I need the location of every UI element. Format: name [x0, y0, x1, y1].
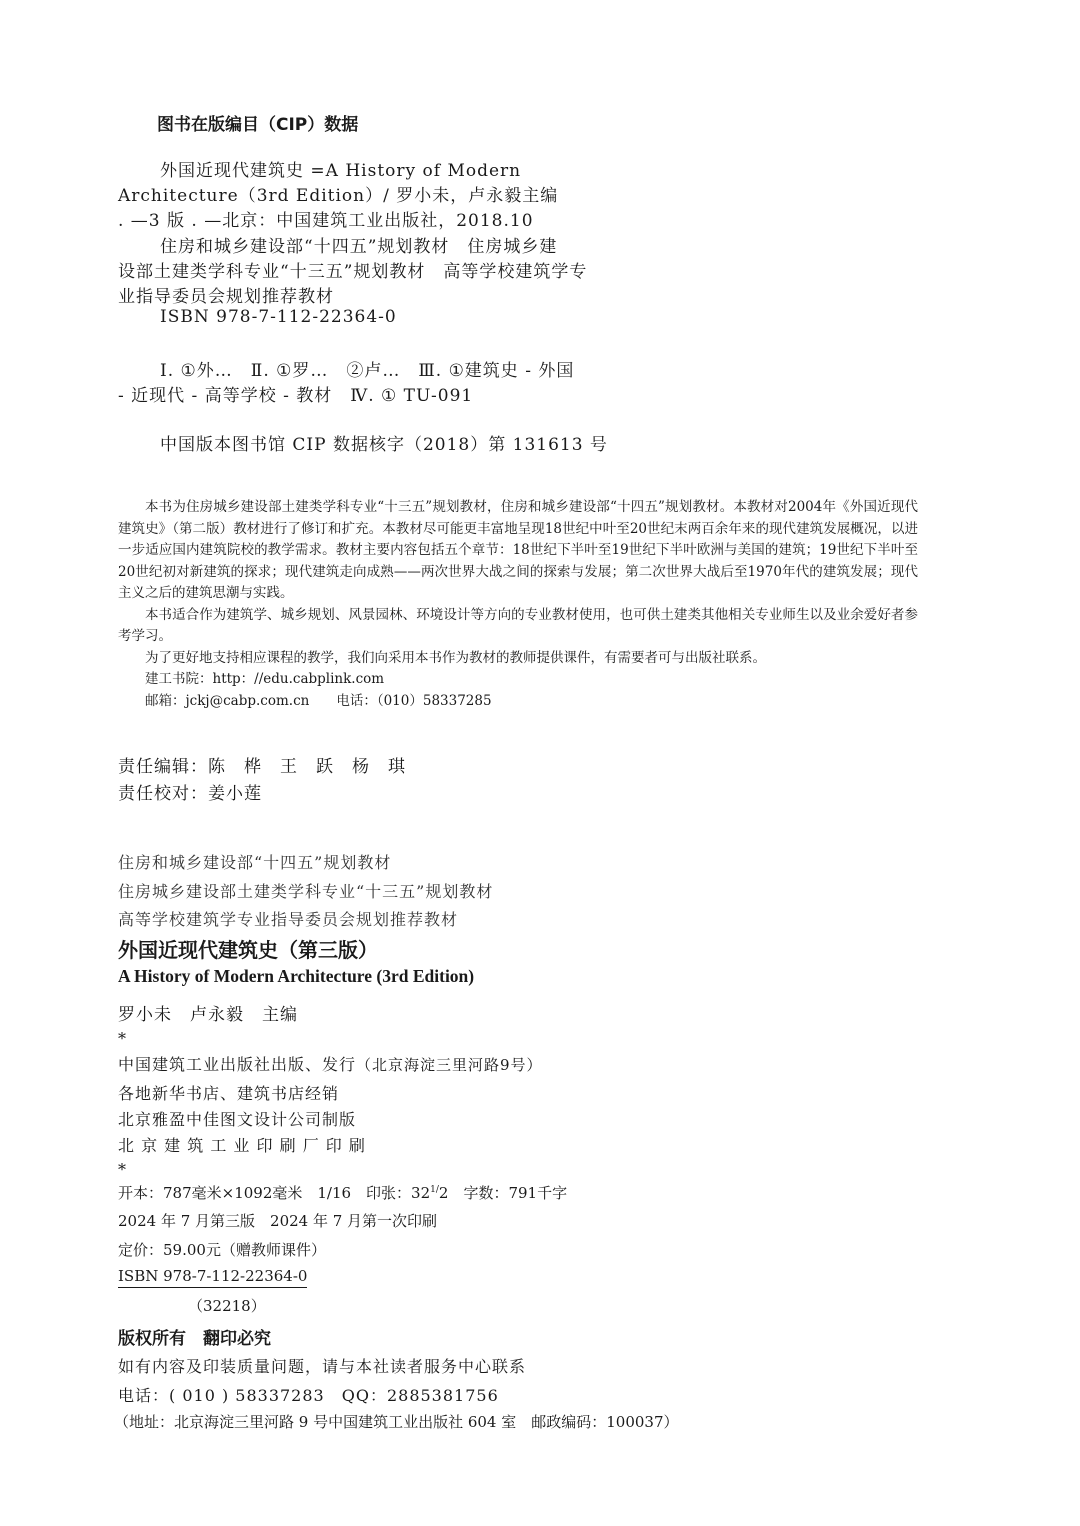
cip-line: Architecture（3rd Edition）/ 罗小未，卢永毅主编	[118, 186, 559, 206]
description-paragraph: 为了更好地支持相应课程的教学，我们向采用本书作为教材的教师提供课件，有需要者可与出版社联系。	[145, 649, 766, 666]
publisher-line	[118, 1052, 543, 1075]
edition-line: 2024 年 7 月第三版 2024 年 7 月第一次印刷	[118, 1212, 438, 1230]
service-phone: 电话：( 010 ) 58337283 QQ：2885381756	[118, 1386, 499, 1405]
cip-line: 业指导委员会规划推荐教材	[118, 287, 334, 307]
book-title-en: A History of Modern Architecture (3rd Edition)	[118, 966, 475, 986]
publisher-address: （北京海淀三里河路9号）	[356, 1056, 543, 1074]
series-line: 高等学校建筑学专业指导委员会规划推荐教材	[118, 910, 459, 929]
description-block	[118, 497, 918, 712]
imprint-isbn: ISBN 978-7-112-22364-0	[118, 1267, 307, 1288]
separator-star: *	[118, 1029, 127, 1048]
cip-isbn: ISBN 978-7-112-22364-0	[160, 307, 397, 327]
publisher: 中国建筑工业出版社出版、发行	[118, 1055, 357, 1074]
book-title-cn: 外国近现代建筑史（第三版）	[118, 938, 378, 962]
website-line: 建工书院：http：//edu.cabplink.com	[145, 671, 385, 687]
description-paragraph: 本书适合作为建筑学、城乡规划、风景园林、环境设计等方向的专业教材使用，也可供土建类其他相关专业师生以及业余爱好者参考学习。	[118, 606, 918, 644]
service-address: （地址：北京海淀三里河路 9 号中国建筑工业出版社 604 室 邮政编码：100037）	[114, 1413, 679, 1431]
printer: 北 京 建 筑 工 业 印 刷 厂 印 刷	[118, 1136, 366, 1155]
cip-line: 外国近现代建筑史 =A History of Modern	[160, 161, 522, 181]
distributor: 各地新华书店、建筑书店经销	[118, 1084, 340, 1103]
responsible-editors: 责任编辑：陈 桦 王 跃 杨 琪	[118, 757, 406, 777]
format-fraction: 1/	[430, 1185, 439, 1195]
cip-classification: - 近现代 - 高等学校 - 教材 Ⅳ. ① TU-091	[118, 386, 474, 406]
series-line: 住房城乡建设部土建类学科专业“十三五”规划教材	[118, 882, 494, 901]
contact-line: 邮箱：jckj@cabp.com.cn 电话：（010）58337285	[145, 692, 492, 709]
cip-line: 住房和城乡建设部“十四五”规划教材 住房城乡建	[160, 237, 558, 257]
series-line: 住房和城乡建设部“十四五”规划教材	[118, 853, 392, 872]
cip-line: 设部土建类学科专业“十三五”规划教材 高等学校建筑学专	[118, 262, 588, 282]
copyright-notice: 版权所有 翻印必究	[118, 1329, 271, 1349]
format-line	[118, 1182, 567, 1203]
responsible-proofreader: 责任校对：姜小莲	[118, 784, 262, 804]
service-notice: 如有内容及印装质量问题，请与本社读者服务中心联系	[118, 1357, 527, 1376]
authors: 罗小未 卢永毅 主编	[118, 1005, 298, 1025]
cip-classification: Ⅰ. ①外… Ⅱ. ①罗… ②卢… Ⅲ. ①建筑史 - 外国	[160, 361, 575, 381]
cip-verification: 中国版本图书馆 CIP 数据核字（2018）第 131613 号	[160, 435, 608, 455]
format-text-2: 2 字数：791千字	[438, 1184, 568, 1202]
catalog-code: （32218）	[188, 1297, 266, 1315]
typesetter: 北京雅盈中佳图文设计公司制版	[118, 1110, 357, 1129]
description-paragraph: 本书为住房城乡建设部土建类学科专业“十三五”规划教材，住房和城乡建设部“十四五”规划教材。本教材对2004年《外国近现代建筑史》（第二版）教材进行了修订和扩充。本教材尽可能更丰富地呈现18世纪中叶至20世纪末两百余年来的现代建筑发展概况，以进一步适应国内建筑院校的教学需求。教材主要内容包括五个章节：18世纪下半叶至19世纪下半叶欧洲与美国的建筑；19世纪下半叶至20世纪初对新建筑的探求；现代建筑走向成熟——两次世界大战之间的探索与发展；第二次世界大战后至1970年代的建筑发展；现代主义之后的建筑思潮与实践。	[118, 499, 918, 601]
separator-star: *	[118, 1160, 127, 1179]
cip-heading: 图书在版编目（CIP）数据	[157, 115, 359, 135]
format-text: 开本：787毫米×1092毫米 1/16 印张：32	[118, 1184, 431, 1202]
cip-line: . —3 版 . —北京：中国建筑工业出版社，2018.10	[118, 211, 534, 231]
price-line: 定价：59.00元（赠教师课件）	[118, 1241, 326, 1259]
